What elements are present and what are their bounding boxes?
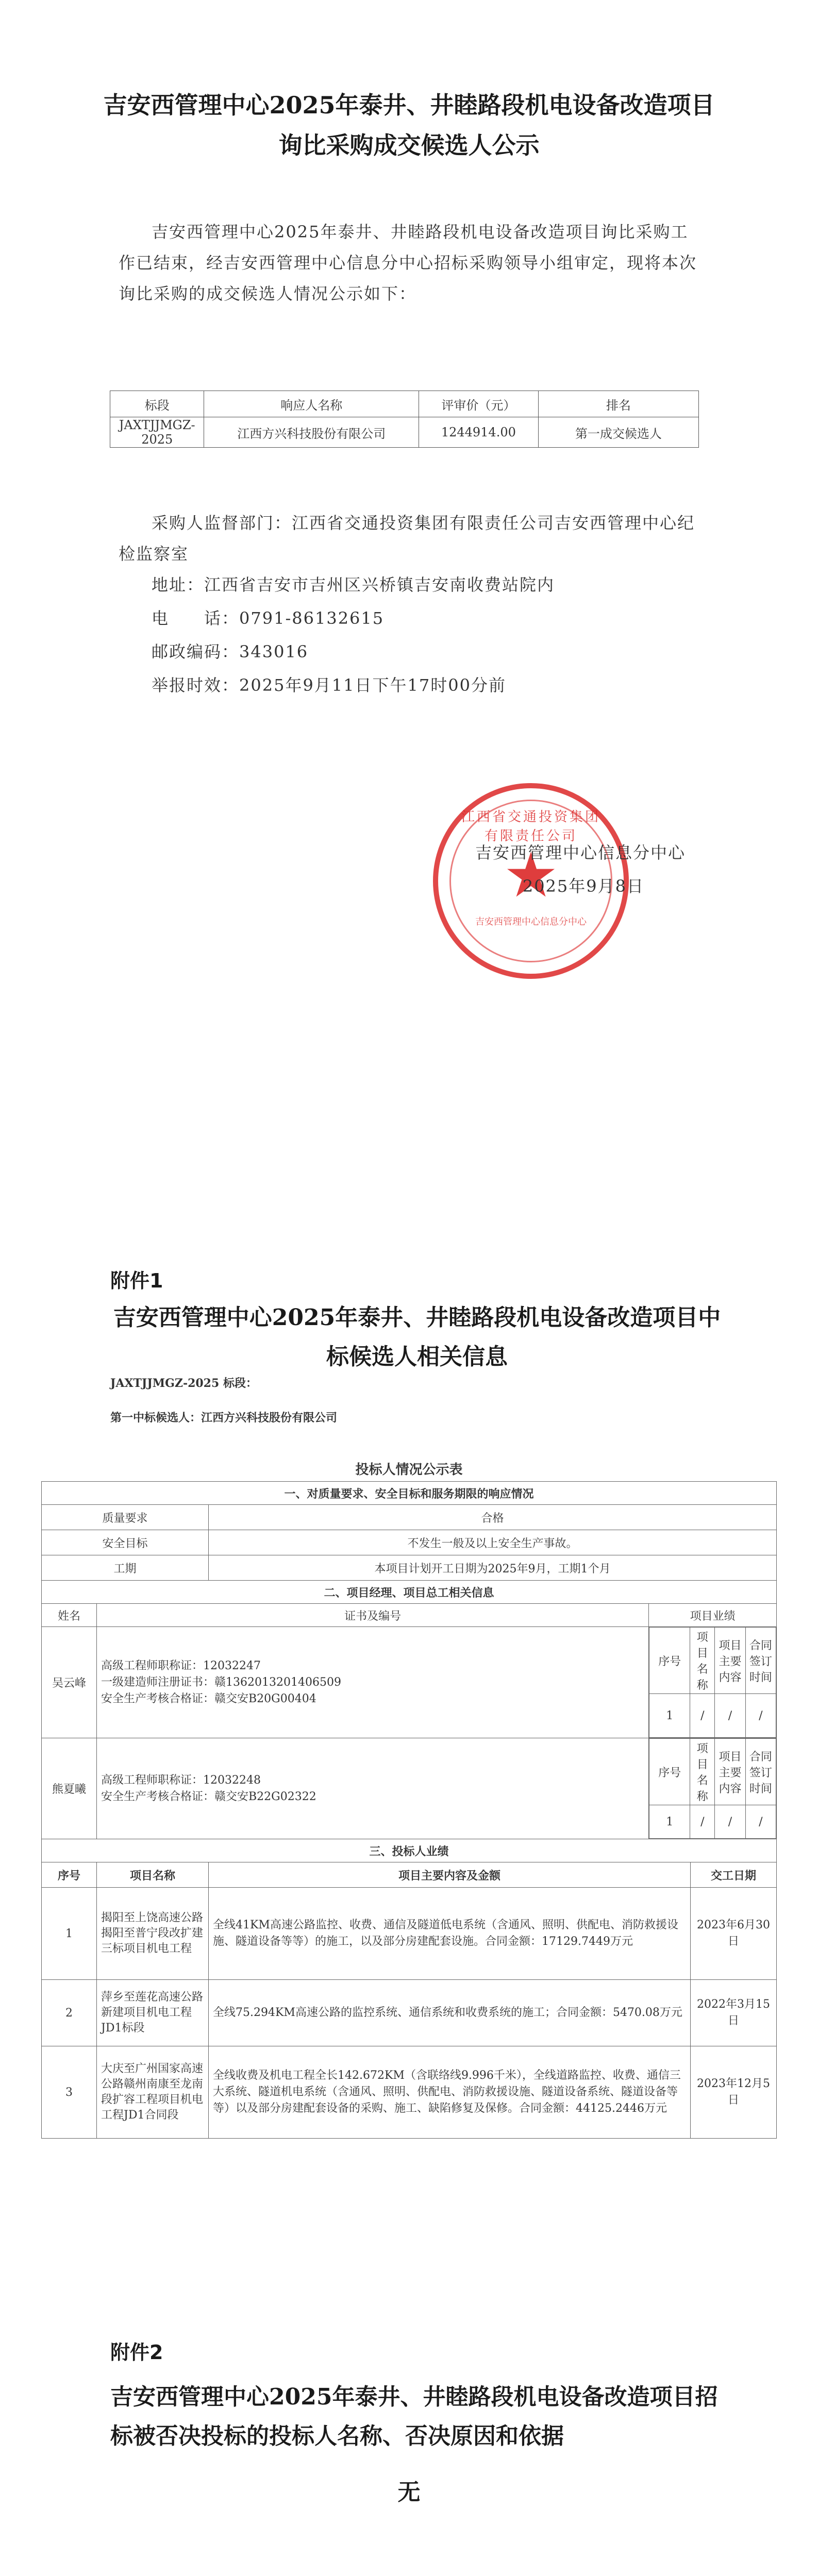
candidate-table-header — [110, 391, 699, 417]
deadline-text: 举报时效：2025年9月11日下午17时00分前 — [152, 675, 506, 695]
row-value: 本项目计划开工日期为2025年9月，工期1个月 — [209, 1555, 777, 1581]
table-row — [42, 1980, 777, 2046]
first-candidate: 第一中标候选人：江西方兴科技股份有限公司 — [110, 1411, 338, 1425]
perf-cell: / — [690, 1694, 715, 1738]
perf-header: 合同签订时间 — [745, 1739, 776, 1805]
table-cell: JAXTJJMGZ-2025 — [110, 417, 204, 448]
table-cell: 1244914.00 — [419, 417, 539, 448]
supervision-text: 采购人监督部门：江西省交通投资集团有限责任公司吉安西管理中心纪检监察室 — [119, 513, 695, 564]
perf-content: 全线75.294KM高速公路的监控系统、通信系统和收费系统的施工；合同金额：5470.08万元 — [209, 1980, 691, 2046]
perf-header: 合同签订时间 — [745, 1628, 776, 1694]
col-header: 序号 — [42, 1862, 97, 1888]
manager-name: 吴云峰 — [42, 1627, 97, 1738]
perf-cell: 1 — [649, 1694, 690, 1738]
perf-name: 揭阳至上饶高速公路揭阳至普宁段改扩建三标项目机电工程 — [97, 1888, 209, 1980]
cert-line: 安全生产考核合格证：赣交安B20G00404 — [101, 1692, 316, 1705]
table-row — [42, 2046, 777, 2139]
perf-date: 2022年3月15日 — [691, 1980, 777, 2046]
manager-perf-table — [649, 1738, 776, 1839]
table-cell: 江西方兴科技股份有限公司 — [204, 417, 419, 448]
table-row — [110, 417, 699, 448]
perf-no: 2 — [42, 1980, 97, 2046]
perf-content: 全线收费及机电工程全长142.672KM（含联络线9.996千米），全线道路监控、收费、通信三大系统、隧道机电系统（含通风、照明、供配电、消防救援设施、隧道设备系统、隧道设备等等）以及部分房建配套设备的采购、施工、缺陷修复及保修。合同金额：44125.2446万元 — [209, 2046, 691, 2139]
cert-line: 安全生产考核合格证：赣交安B22G02322 — [101, 1790, 316, 1803]
section-heading: 二、项目经理、项目总工相关信息 — [42, 1581, 777, 1604]
table-cell: 第一成交候选人 — [538, 417, 698, 448]
perf-header: 项目主要内容 — [715, 1628, 745, 1694]
attachment1-title: 吉安西管理中心2025年泰井、井睦路段机电设备改造项目中标候选人相关信息 — [113, 1304, 721, 1370]
row-label: 安全目标 — [42, 1530, 209, 1555]
table-row — [42, 1888, 777, 1980]
col-header: 项目业绩 — [649, 1604, 777, 1627]
address-text: 地址：江西省吉安市吉州区兴桥镇吉安南收费站院内 — [152, 575, 555, 595]
sign-date: 2025年9月8日 — [522, 876, 644, 896]
section-heading: 三、投标人业绩 — [42, 1839, 777, 1862]
section-heading: 一、对质量要求、安全目标和服务期限的响应情况 — [42, 1482, 777, 1505]
perf-cell: / — [715, 1805, 745, 1839]
header-cell: 评审价（元） — [419, 391, 539, 417]
perf-cell: / — [745, 1694, 776, 1738]
star-icon: ★ — [503, 840, 559, 911]
perf-header: 项目名称 — [690, 1628, 715, 1694]
cert-line: 高级工程师职称证：12032248 — [101, 1773, 261, 1787]
perf-no: 1 — [42, 1888, 97, 1980]
manager-perf-table — [649, 1627, 776, 1738]
perf-date: 2023年12月5日 — [691, 2046, 777, 2139]
attachment2-title: 吉安西管理中心2025年泰井、井睦路段机电设备改造项目招标被否决投标的投标人名称、否决原因和依据 — [110, 2384, 718, 2449]
table-title: 投标人情况公示表 — [355, 1462, 463, 1478]
col-header: 证书及编号 — [97, 1604, 649, 1627]
postcode-text: 邮政编码：343016 — [152, 642, 309, 662]
perf-header: 序号 — [649, 1628, 690, 1694]
row-value: 合格 — [209, 1505, 777, 1530]
header-cell: 响应人名称 — [204, 391, 419, 417]
seal-code: 吉安西管理中心信息分中心 — [475, 917, 587, 927]
row-label: 质量要求 — [42, 1505, 209, 1530]
col-header: 交工日期 — [691, 1862, 777, 1888]
row-value: 不发生一般及以上安全生产事故。 — [209, 1530, 777, 1555]
perf-cell: / — [690, 1805, 715, 1839]
col-header: 姓名 — [42, 1604, 97, 1627]
phone-text: 电 话：0791-86132615 — [152, 608, 385, 628]
candidate-table — [110, 391, 699, 448]
attachment2-label: 附件2 — [110, 2341, 163, 2364]
attachment2-content: 无 — [397, 2479, 421, 2505]
section-label: JAXTJJMGZ-2025 标段： — [110, 1377, 257, 1390]
bidder-info-table — [41, 1481, 777, 2139]
notice-intro: 吉安西管理中心2025年泰井、井睦路段机电设备改造项目询比采购工作已结束，经吉安西管理中心信息分中心招标采购领导小组审定，现将本次询比采购的成交候选人情况公示如下： — [119, 222, 697, 303]
signer: 吉安西管理中心信息分中心 — [475, 843, 686, 862]
manager-name: 熊夏曦 — [42, 1738, 97, 1839]
cert-line: 一级建造师注册证书：赣1362013201406509 — [101, 1675, 341, 1689]
perf-header: 项目名称 — [690, 1739, 715, 1805]
perf-name: 萍乡至莲花高速公路新建项目机电工程JD1标段 — [97, 1980, 209, 2046]
seal-text: 江西省交通投资集团有限责任公司 — [461, 809, 600, 844]
notice-title: 吉安西管理中心2025年泰井、井睦路段机电设备改造项目询比采购成交候选人公示 — [103, 91, 715, 159]
perf-no: 3 — [42, 2046, 97, 2139]
perf-cell: 1 — [649, 1805, 690, 1839]
perf-cell: / — [715, 1694, 745, 1738]
col-header: 项目主要内容及金额 — [209, 1862, 691, 1888]
col-header: 项目名称 — [97, 1862, 209, 1888]
row-label: 工期 — [42, 1555, 209, 1581]
perf-name: 大庆至广州国家高速公路赣州南康至龙南段扩容工程项目机电工程JD1合同段 — [97, 2046, 209, 2139]
attachment1-label: 附件1 — [110, 1269, 163, 1292]
perf-header: 序号 — [649, 1739, 690, 1805]
header-cell: 标段 — [110, 391, 204, 417]
cert-line: 高级工程师职称证：12032247 — [101, 1659, 261, 1672]
header-cell: 排名 — [538, 391, 698, 417]
perf-cell: / — [745, 1805, 776, 1839]
perf-date: 2023年6月30日 — [691, 1888, 777, 1980]
perf-content: 全线41KM高速公路监控、收费、通信及隧道低电系统（含通风、照明、供配电、消防救援设施、隧道设备等等）的施工，以及部分房建配套设施。合同金额：17129.7449万元 — [209, 1888, 691, 1980]
perf-header: 项目主要内容 — [715, 1739, 745, 1805]
